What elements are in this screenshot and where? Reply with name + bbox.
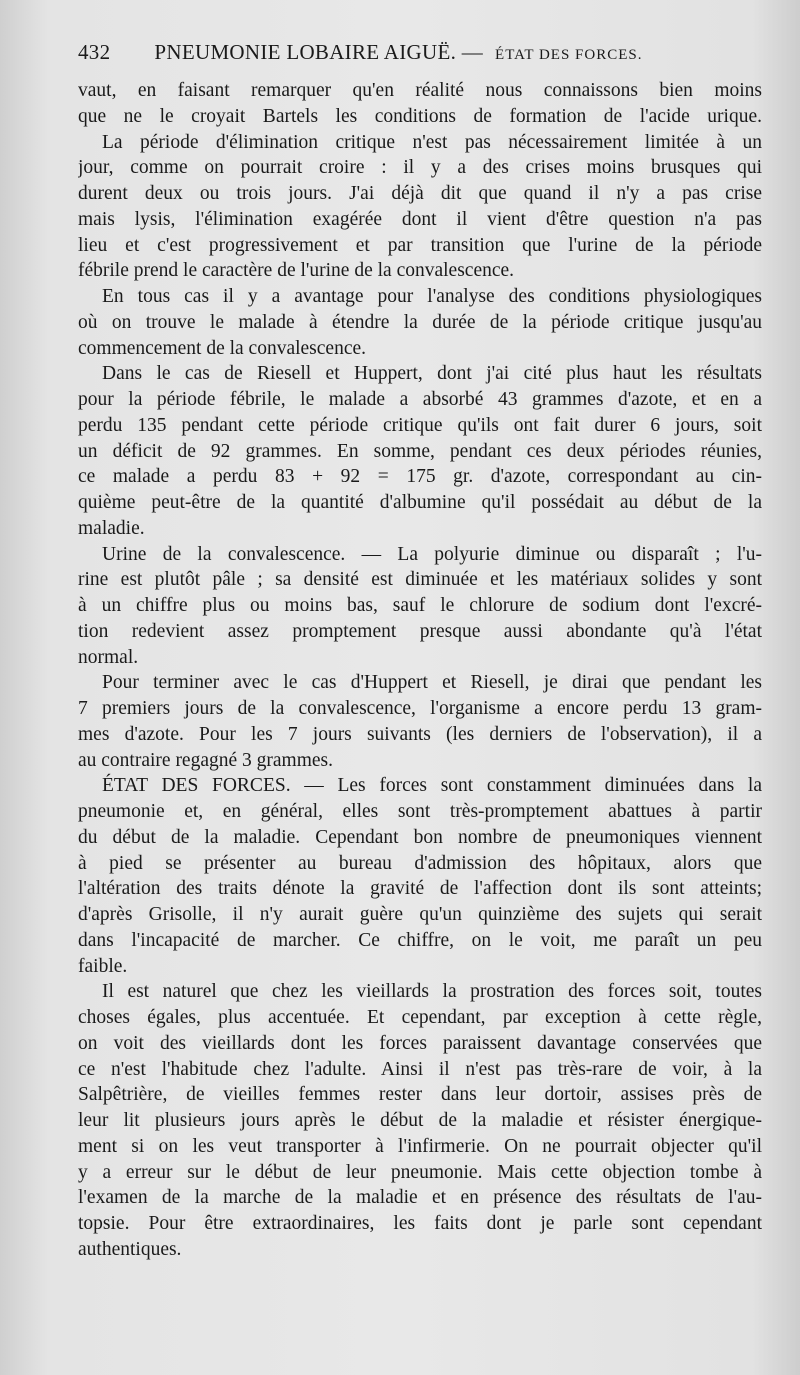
text-line: d'après Grisolle, il n'y aurait guère qu'un quinzième des sujets qui serait <box>78 904 762 925</box>
text-line: pneumonie et, en général, elles sont très-promptement abattues à partir <box>78 801 762 822</box>
text-line: Urine de la convalescence. — La polyurie diminue ou disparaît ; l'u- <box>102 543 762 565</box>
text-line: durent deux ou trois jours. J'ai déjà dit que quand il n'y a pas crise <box>78 183 762 204</box>
text-line: que ne le croyait Bartels les conditions de formation de l'acide urique. <box>78 105 762 127</box>
text-line: perdu 135 pendant cette période critique qu'ils ont fait durer 6 jours, soit <box>78 414 762 436</box>
text-line: topsie. Pour être extraordinaires, les faits dont je parle sont cependant <box>78 1213 762 1234</box>
text-line: y a erreur sur le début de leur pneumonie. Mais cette objection tombe à <box>78 1161 762 1183</box>
text-line: La période d'élimination critique n'est pas nécessairement limitée à un <box>102 131 762 153</box>
text-line: authentiques. <box>78 1238 182 1260</box>
text-line: l'altération des traits dénote la gravité de l'affection dont ils sont atteints; <box>78 878 762 900</box>
text-line: à un chiffre plus ou moins bas, sauf le chlorure de sodium dont l'excré- <box>78 595 762 616</box>
text-line: fébrile prend le caractère de l'urine de la convalescence. <box>78 260 515 282</box>
text-line: Salpêtrière, de vieilles femmes rester dans leur dortoir, assises près de <box>78 1084 762 1106</box>
text-line: mes d'azote. Pour les 7 jours suivants (les derniers de l'observation), il a <box>78 723 762 745</box>
text-line: Il est naturel que chez les vieillards la prostration des forces soit, toutes <box>102 981 762 1003</box>
text-line: dans l'incapacité de marcher. Ce chiffre, on le voit, me paraît un peu <box>78 929 762 951</box>
text-line: ÉTAT DES FORCES. — Les forces sont constamment diminuées dans la <box>102 775 762 797</box>
running-subtitle: ÉTAT DES FORCES. <box>495 47 643 63</box>
text-line: jour, comme on pourrait croire : il y a des crises moins brusques qui <box>78 157 762 179</box>
text-line: ce malade a perdu 83 + 92 = 175 gr. d'azote, correspondant au cin- <box>78 466 762 488</box>
text-line: choses égales, plus accentuée. Et cependant, par exception à cette règle, <box>78 1007 762 1028</box>
text-line: En tous cas il y a avantage pour l'analyse des conditions physiologiques <box>102 286 762 307</box>
text-line: au contraire regagné 3 grammes. <box>78 749 334 771</box>
text-line: lieu et c'est progressivement et par transition que l'urine de la période <box>78 234 762 256</box>
text-line: du début de la maladie. Cependant bon nombre de pneumoniques viennent <box>78 826 762 848</box>
text-line: maladie. <box>78 517 145 539</box>
text-line: rine est plutôt pâle ; sa densité est diminuée et les matériaux solides y sont <box>78 569 762 591</box>
page-number: 432 <box>78 40 111 64</box>
text-line: 7 premiers jours de la convalescence, l'organisme a encore perdu 13 gram- <box>78 698 762 719</box>
text-line: pour la période fébrile, le malade a absorbé 43 grammes d'azote, et en a <box>78 389 762 410</box>
text-line: Pour terminer avec le cas d'Huppert et Riesell, je dirai que pendant les <box>102 672 762 694</box>
text-line: on voit des vieillards dont les forces paraissent davantage conservées que <box>78 1032 762 1054</box>
text-line: commencement de la convalescence. <box>78 337 367 359</box>
text-line: mais lysis, l'élimination exagérée dont il vient d'être question n'a pas <box>78 208 762 230</box>
text-line: faible. <box>78 955 128 977</box>
text-line: un déficit de 92 grammes. En somme, pendant ces deux périodes réunies, <box>78 440 762 462</box>
text-line: ment si on les veut transporter à l'infirmerie. On ne pourrait objecter qu'il <box>78 1135 762 1157</box>
text-line: quième peut-être de la quantité d'albumine qu'il possédait au début de la <box>78 492 762 513</box>
text-line: normal. <box>78 646 139 668</box>
running-header <box>78 40 762 76</box>
text-line: où on trouve le malade à étendre la durée de la période critique jusqu'au <box>78 311 762 333</box>
text-line: à pied se présenter au bureau d'admission des hôpitaux, alors que <box>78 852 762 874</box>
body-text <box>78 78 762 1263</box>
text-line: tion redevient assez promptement presque aussi abondante qu'à l'état <box>78 620 762 642</box>
text-line: Dans le cas de Riesell et Huppert, dont j'ai cité plus haut les résultats <box>102 363 762 385</box>
text-line: leur lit plusieurs jours après le début de la maladie et résister énergique- <box>78 1110 762 1131</box>
text-line: l'examen de la marche de la maladie et en présence des résultats de l'au- <box>78 1187 762 1209</box>
text-line: ce n'est l'habitude chez l'adulte. Ainsi il n'est pas très-rare de voir, à la <box>78 1058 762 1080</box>
text-line: vaut, en faisant remarquer qu'en réalité nous connaissons bien moins <box>78 80 762 101</box>
running-title: PNEUMONIE LOBAIRE AIGUË. — <box>154 40 484 64</box>
